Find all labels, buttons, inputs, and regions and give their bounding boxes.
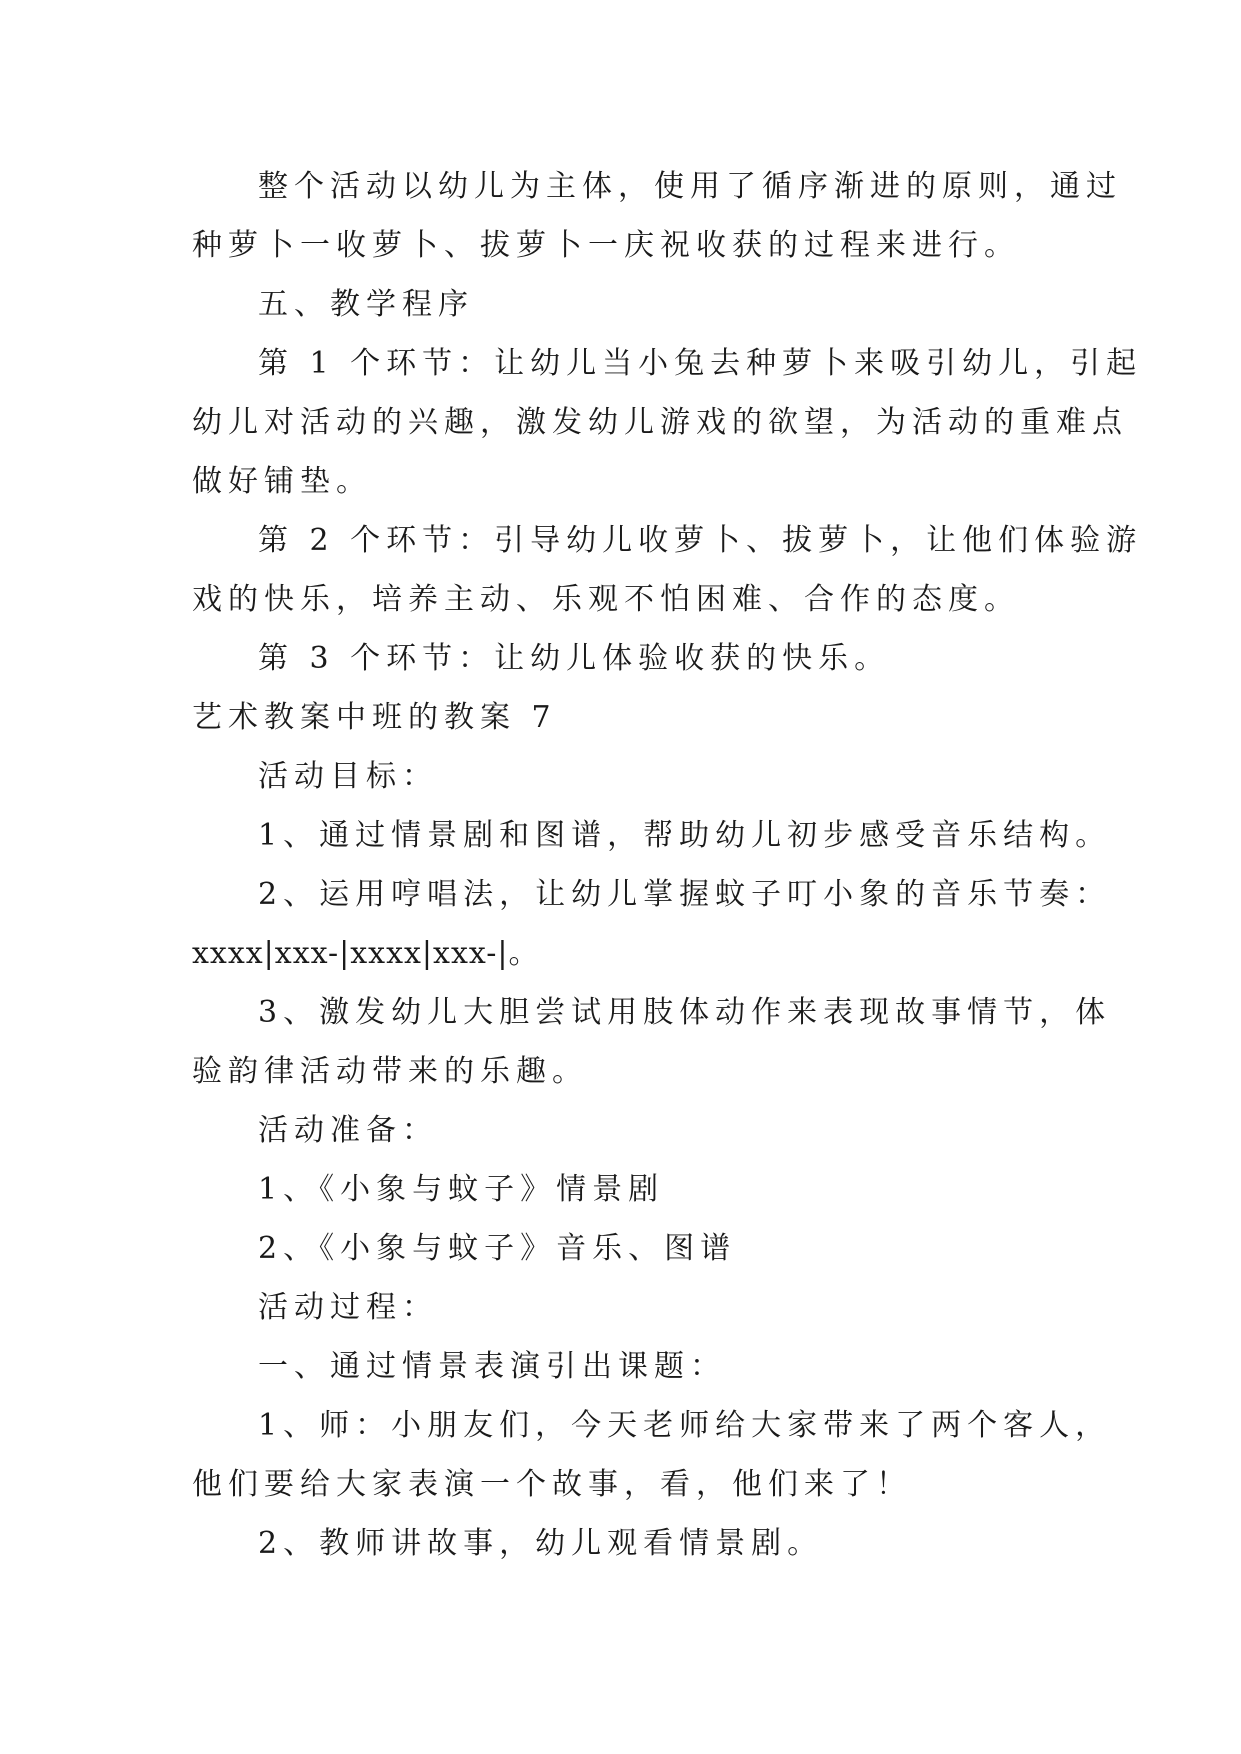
section-heading: 五、教学程序 <box>258 287 474 322</box>
paragraph-line: 验韵律活动带来的乐趣。 <box>192 1054 588 1089</box>
paragraph-line: 2、运用哼唱法，让幼儿掌握蚊子叮小象的音乐节奏： <box>258 877 1112 912</box>
paragraph-line: 3、激发幼儿大胆尝试用肢体动作来表现故事情节，体 <box>258 995 1112 1030</box>
paragraph-line: 2、《小象与蚊子》音乐、图谱 <box>258 1231 737 1266</box>
paragraph-line: 戏的快乐，培养主动、乐观不怕困难、合作的态度。 <box>192 582 1020 617</box>
rhythm-notation: xxxx|xxx-|xxxx|xxx-|。 <box>192 936 540 971</box>
paragraph-line: 1、《小象与蚊子》情景剧 <box>258 1172 665 1207</box>
section-heading: 活动过程： <box>258 1290 438 1325</box>
paragraph-line: 做好铺垫。 <box>192 464 372 499</box>
paragraph-line: 第 1 个环节：让幼儿当小兔去种萝卜来吸引幼儿，引起 <box>258 346 1143 381</box>
paragraph-line: 2、教师讲故事，幼儿观看情景剧。 <box>258 1526 824 1561</box>
section-heading: 活动目标： <box>258 759 438 794</box>
paragraph-line: 他们要给大家表演一个故事，看，他们来了！ <box>192 1467 912 1502</box>
paragraph-line: 幼儿对活动的兴趣，激发幼儿游戏的欲望，为活动的重难点 <box>192 405 1128 440</box>
section-heading: 活动准备： <box>258 1113 438 1148</box>
paragraph-line: 一、通过情景表演引出课题： <box>258 1349 726 1384</box>
paragraph-line: 种萝卜一收萝卜、拔萝卜一庆祝收获的过程来进行。 <box>192 228 1020 263</box>
paragraph-line: 第 3 个环节：让幼儿体验收获的快乐。 <box>258 641 891 676</box>
paragraph-line: 1、师：小朋友们，今天老师给大家带来了两个客人， <box>258 1408 1112 1443</box>
document-title: 艺术教案中班的教案 7 <box>192 700 557 735</box>
paragraph-line: 第 2 个环节：引导幼儿收萝卜、拔萝卜，让他们体验游 <box>258 523 1143 558</box>
paragraph-line: 1、通过情景剧和图谱，帮助幼儿初步感受音乐结构。 <box>258 818 1112 853</box>
paragraph-line: 整个活动以幼儿为主体，使用了循序渐进的原则，通过 <box>258 169 1122 204</box>
